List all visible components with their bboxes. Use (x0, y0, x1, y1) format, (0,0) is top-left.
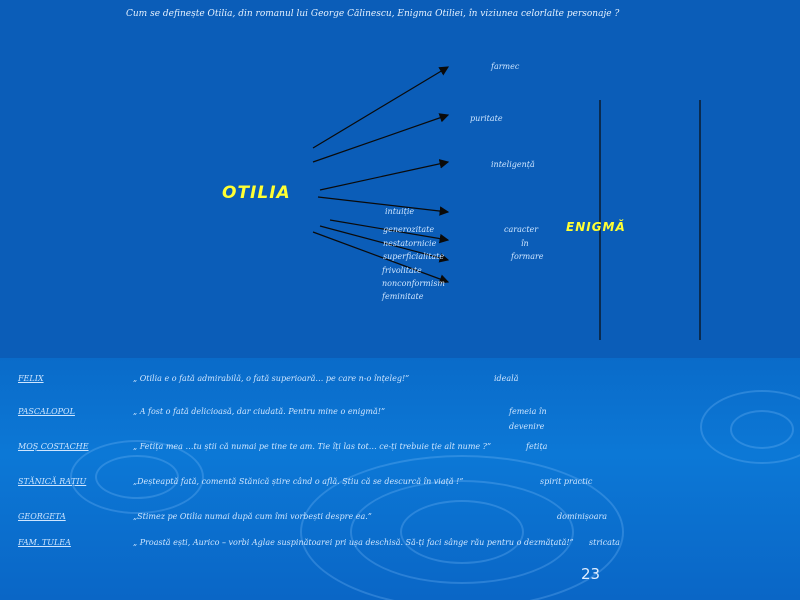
character-quote: „ Proastă ești, Aurico – vorbi Aglae suspinătoarei pri ușa deschisă. Să-ți faci sânge rău pentru o dezmățată!” (133, 538, 574, 547)
character-quote: „ A fost o fată delicioasă, dar ciudată. Pentru mine o enigmă!” (133, 407, 386, 416)
trait-superficialitate: superficialitate (383, 252, 445, 261)
character-trait: stricata (589, 538, 620, 547)
arrow-to-puritate (313, 115, 448, 162)
character-name: FELIX (18, 374, 44, 383)
character-trait: fetița (526, 442, 548, 451)
trait-inteligenta: inteligență (491, 160, 535, 169)
trait-generozitate: generozitate (383, 225, 435, 234)
character-name: PASCALOPOL (18, 407, 75, 416)
slide-title: Cum se definește Otilia, din romanul lui George Călinescu, Enigma Otiliei, în viziunea celorlalte personaje ? (126, 9, 620, 19)
center-label-otilia: OTILIA (222, 183, 291, 203)
trait-feminitate: feminitate (382, 292, 424, 301)
character-name: STĂNICĂ RAȚIU (18, 477, 87, 486)
character-quote: „ Fetița mea …tu știi că numai pe tine te am. Tie îți las tot… ce-ți trebuie ție alt nume ?” (133, 442, 492, 451)
arrow-to-farmec (313, 67, 448, 148)
note-caracter: caracter (504, 225, 539, 234)
trait-nonconformism: nonconformism (382, 279, 446, 288)
trait-farmec: farmec (491, 62, 520, 71)
page-number: 23 (581, 565, 601, 583)
character-trait: dominișoara (557, 512, 608, 521)
character-trait: ideală (494, 374, 519, 383)
character-quote: „ Otilia e o fată admirabilă, o fată superioară… pe care n-o înțeleg!” (133, 374, 410, 383)
character-name: FAM. TULEA (18, 538, 71, 547)
trait-puritate: puritate (470, 114, 503, 123)
trait-nestatornicie: nestatornicie (383, 239, 437, 248)
character-trait-continued: devenire (509, 422, 545, 431)
character-quote: „Stimez pe Otilia numai după cum îmi vorbești despre ea.” (133, 512, 372, 521)
character-name: MOȘ COSTACHE (18, 442, 89, 451)
trait-intuitie: intuiție (385, 207, 415, 216)
note-in: în (521, 239, 529, 248)
character-name: GEORGETA (18, 512, 66, 521)
enigma-label: ENIGMĂ (566, 220, 626, 234)
character-quote: „Deșteaptă fată, comentă Stănică știre când o află. Știu că se descurcă în viață !” (133, 477, 464, 486)
trait-frivolitate: frivolitate (382, 266, 422, 275)
arrow-to-intuitie (318, 197, 448, 212)
note-formare: formare (511, 252, 544, 261)
arrow-to-inteligenta (320, 162, 448, 190)
character-trait: spirit practic (540, 477, 593, 486)
character-trait: femeia în (509, 407, 547, 416)
